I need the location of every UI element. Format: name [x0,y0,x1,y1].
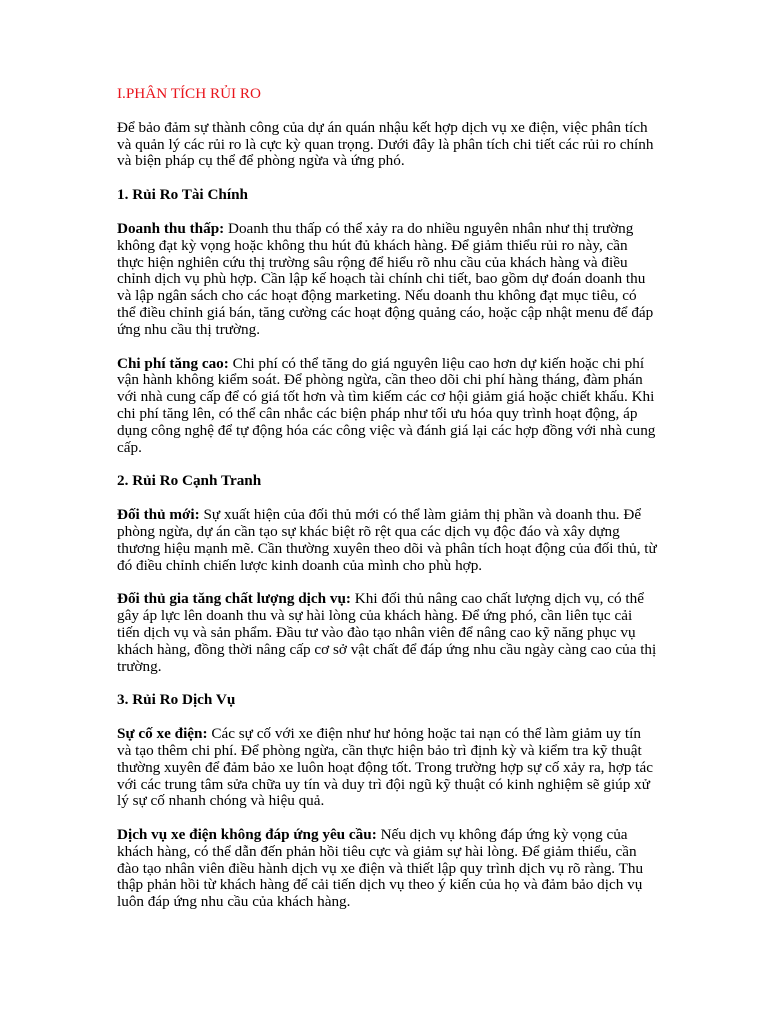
paragraph-lead: Chi phí tăng cao: [117,354,229,372]
paragraph-lead: Đối thủ gia tăng chất lượng dịch vụ: [117,590,351,608]
paragraph-text: Sự xuất hiện của đối thủ mới có thể làm giảm thị phần và doanh thu. Để phòng ngừa, dự án cần tạo sự khác biệt rõ rệt qua các dịch vụ độc đáo và xây dựng thương hiệu mạnh mẽ. Cần thường xuyên theo dõi và phân tích hoạt động của đối thủ, từ đó điều chỉnh chiến lược kinh doanh của mình cho phù hợp. [117,506,657,574]
paragraph-new-competitor [117,507,657,574]
paragraph-cost-increase [117,356,657,457]
paragraph-text: Khi đối thủ nâng cao chất lượng dịch vụ, có thể gây áp lực lên doanh thu và sự hài lòng của khách hàng. Để ứng phó, cần liên tục cải tiến dịch vụ và sản phẩm. Đầu tư vào đào tạo nhân viên để nâng cao kỹ năng phục vụ khách hàng, đồng thời nâng cấp cơ sở vật chất để đáp ứng nhu cầu ngày càng cao của thị trường. [117,590,657,675]
document-page [117,86,657,928]
intro-paragraph: Để bảo đảm sự thành công của dự án quán nhậu kết hợp dịch vụ xe điện, việc phân tích và quản lý các rủi ro là cực kỳ quan trọng. Dưới đây là phân tích chi tiết các rủi ro chính và biện pháp cụ thể để phòng ngừa và ứng phó. [117,118,654,170]
paragraph-lead: Sự cố xe điện: [117,725,208,743]
paragraph-lead: Đối thủ mới: [117,506,200,524]
paragraph-text: Các sự cố với xe điện như hư hỏng hoặc tai nạn có thể làm giảm uy tín và tạo thêm chi phí. Để phòng ngừa, cần thực hiện bảo trì định kỳ và kiểm tra kỹ thuật thường xuyên để đảm bảo xe luôn hoạt động tốt. Trong trường hợp sự cố xảy ra, hợp tác với các trung tâm sửa chữa uy tín và duy trì đội ngũ kỹ thuật có kinh nghiệm sẽ giúp xử lý sự cố nhanh chóng và hiệu quả. [117,725,653,810]
paragraph-competitor-quality [117,591,657,675]
section-heading-competition: 2. Rủi Ro Cạnh Tranh [117,472,262,490]
paragraph-lead: Doanh thu thấp: [117,219,225,237]
paragraph-lead: Dịch vụ xe điện không đáp ứng yêu cầu: [117,826,377,844]
paragraph-ev-incident [117,726,657,810]
paragraph-text: Chi phí có thể tăng do giá nguyên liệu cao hơn dự kiến hoặc chi phí vận hành không kiểm soát. Để phòng ngừa, cần theo dõi chi phí hàng tháng, đàm phán với nhà cung cấp để có giá tốt hơn và tìm kiếm các cơ hội giảm giá hoặc chiết khấu. Khi chi phí tăng lên, có thể cân nhắc các biện pháp như tối ưu hóa quy trình hoạt động, áp dụng công nghệ để tự động hóa các công việc và đánh giá lại các hợp đồng với nhà cung cấp. [117,354,656,456]
paragraph-low-revenue [117,221,657,339]
section-heading-financial: 1. Rủi Ro Tài Chính [117,186,248,204]
paragraph-ev-service-quality [117,827,657,911]
document-title: I.PHÂN TÍCH RỦI RO [117,85,262,102]
paragraph-text: Nếu dịch vụ không đáp ứng kỳ vọng của khách hàng, có thể dẫn đến phản hồi tiêu cực và giảm sự hài lòng. Để giảm thiểu, cần đào tạo nhân viên điều hành dịch vụ xe điện và thiết lập quy trình dịch vụ rõ ràng. Thu thập phản hồi từ khách hàng để cải tiến dịch vụ theo ý kiến của họ và đảm bảo dịch vụ luôn đáp ứng nhu cầu của khách hàng. [117,826,644,911]
paragraph-text: Doanh thu thấp có thể xảy ra do nhiều nguyên nhân như thị trường không đạt kỳ vọng hoặc không thu hút đủ khách hàng. Để giảm thiểu rủi ro này, cần thực hiện nghiên cứu thị trường sâu rộng để hiểu rõ nhu cầu của khách hàng và điều chỉnh dịch vụ phù hợp. Cần lập kế hoạch tài chính chi tiết, bao gồm dự đoán doanh thu và lập ngân sách cho các hoạt động marketing. Nếu doanh thu không đạt mục tiêu, có thể điều chỉnh giá bán, tăng cường các hoạt động quảng cáo, hoặc cập nhật menu để đáp ứng nhu cầu thị trường. [117,219,654,338]
section-heading-service: 3. Rủi Ro Dịch Vụ [117,691,236,709]
